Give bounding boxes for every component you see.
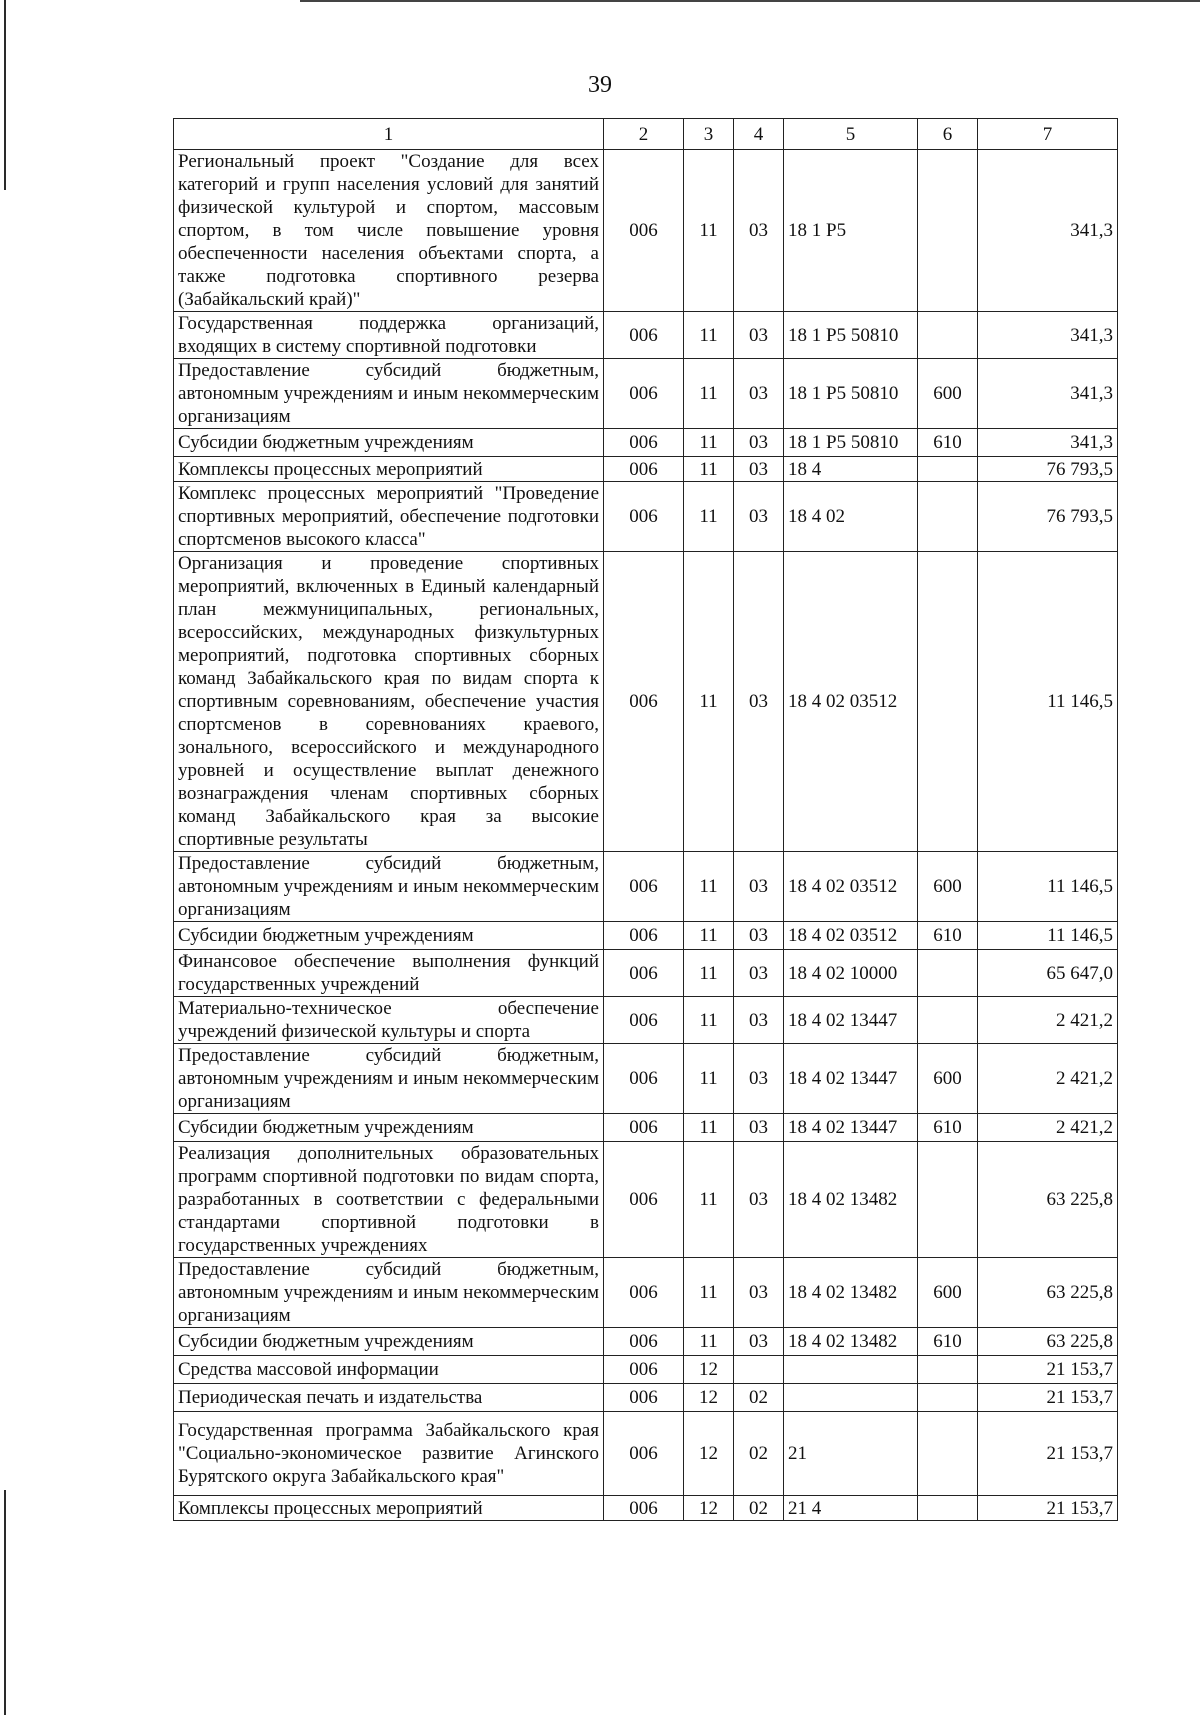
amount: 21 153,7 xyxy=(978,1496,1118,1521)
table-row xyxy=(174,1044,1118,1114)
amount: 341,3 xyxy=(978,359,1118,429)
amount: 2 421,2 xyxy=(978,997,1118,1044)
expense-type-code: 600 xyxy=(918,1258,978,1328)
row-name: Реализация дополнительных образовательных программ спортивной подготовки по видам спорта, разработанных в соответствии с федеральными стандартами спортивной подготовки в государственных учреждениях xyxy=(174,1142,604,1258)
target-article-code: 18 1 P5 50810 xyxy=(784,429,918,457)
table-row xyxy=(174,482,1118,552)
section-code: 12 xyxy=(684,1412,734,1496)
expense-type-code xyxy=(918,150,978,312)
target-article-code: 18 4 02 10000 xyxy=(784,950,918,997)
section-code: 11 xyxy=(684,997,734,1044)
table-row xyxy=(174,950,1118,997)
amount: 2 421,2 xyxy=(978,1114,1118,1142)
amount: 2 421,2 xyxy=(978,1044,1118,1114)
admin-code: 006 xyxy=(604,552,684,852)
target-article-code: 21 4 xyxy=(784,1496,918,1521)
page-number: 39 xyxy=(588,72,612,98)
column-header: 6 xyxy=(918,119,978,150)
target-article-code: 18 4 02 13447 xyxy=(784,997,918,1044)
amount: 76 793,5 xyxy=(978,482,1118,552)
admin-code: 006 xyxy=(604,1328,684,1356)
expense-type-code xyxy=(918,457,978,482)
subsection-code: 02 xyxy=(734,1496,784,1521)
expense-type-code xyxy=(918,312,978,359)
expense-type-code xyxy=(918,1412,978,1496)
budget-table xyxy=(173,118,1118,1521)
expense-type-code: 610 xyxy=(918,1328,978,1356)
target-article-code: 18 4 02 13482 xyxy=(784,1258,918,1328)
table-row xyxy=(174,1114,1118,1142)
table-row xyxy=(174,852,1118,922)
subsection-code: 03 xyxy=(734,950,784,997)
section-code: 11 xyxy=(684,1044,734,1114)
section-code: 11 xyxy=(684,950,734,997)
admin-code: 006 xyxy=(604,312,684,359)
column-header: 4 xyxy=(734,119,784,150)
section-code: 11 xyxy=(684,457,734,482)
subsection-code: 03 xyxy=(734,457,784,482)
table-row xyxy=(174,1328,1118,1356)
expense-type-code xyxy=(918,1384,978,1412)
table-body xyxy=(174,150,1118,1521)
row-name: Предоставление субсидий бюджетным, автономным учреждениям и иным некоммерческим организациям xyxy=(174,1044,604,1114)
subsection-code: 02 xyxy=(734,1412,784,1496)
subsection-code: 03 xyxy=(734,429,784,457)
target-article-code: 18 4 02 03512 xyxy=(784,922,918,950)
table-row xyxy=(174,1142,1118,1258)
table-row xyxy=(174,1496,1118,1521)
table-row xyxy=(174,1258,1118,1328)
section-code: 12 xyxy=(684,1384,734,1412)
column-header: 1 xyxy=(174,119,604,150)
subsection-code: 03 xyxy=(734,312,784,359)
table-row xyxy=(174,457,1118,482)
section-code: 11 xyxy=(684,1114,734,1142)
section-code: 11 xyxy=(684,1328,734,1356)
amount: 76 793,5 xyxy=(978,457,1118,482)
expense-type-code xyxy=(918,482,978,552)
expense-type-code: 600 xyxy=(918,1044,978,1114)
row-name: Субсидии бюджетным учреждениям xyxy=(174,922,604,950)
admin-code: 006 xyxy=(604,457,684,482)
target-article-code xyxy=(784,1384,918,1412)
expense-type-code xyxy=(918,552,978,852)
column-header: 3 xyxy=(684,119,734,150)
subsection-code: 03 xyxy=(734,1114,784,1142)
section-code: 11 xyxy=(684,1258,734,1328)
expense-type-code: 600 xyxy=(918,359,978,429)
expense-type-code xyxy=(918,1356,978,1384)
target-article-code: 18 4 02 13447 xyxy=(784,1114,918,1142)
amount: 341,3 xyxy=(978,429,1118,457)
section-code: 11 xyxy=(684,1142,734,1258)
target-article-code xyxy=(784,1356,918,1384)
scan-edge-left-bottom xyxy=(4,1490,6,1715)
section-code: 12 xyxy=(684,1496,734,1521)
amount: 63 225,8 xyxy=(978,1258,1118,1328)
subsection-code: 03 xyxy=(734,1328,784,1356)
subsection-code: 03 xyxy=(734,922,784,950)
section-code: 11 xyxy=(684,150,734,312)
admin-code: 006 xyxy=(604,1258,684,1328)
admin-code: 006 xyxy=(604,950,684,997)
amount: 11 146,5 xyxy=(978,552,1118,852)
row-name: Комплекс процессных мероприятий "Проведение спортивных мероприятий, обеспечение подготовки спортсменов высокого класса" xyxy=(174,482,604,552)
row-name: Финансовое обеспечение выполнения функций государственных учреждений xyxy=(174,950,604,997)
amount: 21 153,7 xyxy=(978,1384,1118,1412)
row-name: Предоставление субсидий бюджетным, автономным учреждениям и иным некоммерческим организациям xyxy=(174,852,604,922)
table-row xyxy=(174,150,1118,312)
table-row xyxy=(174,1384,1118,1412)
column-header: 2 xyxy=(604,119,684,150)
admin-code: 006 xyxy=(604,1496,684,1521)
amount: 63 225,8 xyxy=(978,1328,1118,1356)
target-article-code: 18 4 02 13447 xyxy=(784,1044,918,1114)
target-article-code: 18 4 02 13482 xyxy=(784,1328,918,1356)
row-name: Субсидии бюджетным учреждениям xyxy=(174,1328,604,1356)
column-header: 5 xyxy=(784,119,918,150)
subsection-code: 03 xyxy=(734,1044,784,1114)
table-row xyxy=(174,552,1118,852)
target-article-code: 18 4 xyxy=(784,457,918,482)
target-article-code: 18 4 02 03512 xyxy=(784,552,918,852)
target-article-code: 18 1 P5 xyxy=(784,150,918,312)
admin-code: 006 xyxy=(604,1044,684,1114)
row-name: Средства массовой информации xyxy=(174,1356,604,1384)
amount: 63 225,8 xyxy=(978,1142,1118,1258)
table-row xyxy=(174,312,1118,359)
admin-code: 006 xyxy=(604,852,684,922)
row-name: Субсидии бюджетным учреждениям xyxy=(174,1114,604,1142)
row-name: Региональный проект "Создание для всех категорий и групп населения условий для занятий физической культурой и спортом, массовым спортом, в том числе повышение уровня обеспеченности населения объектами спорта, а также подготовка спортивного резерва (Забайкальский край)" xyxy=(174,150,604,312)
target-article-code: 18 4 02 03512 xyxy=(784,852,918,922)
target-article-code: 18 1 P5 50810 xyxy=(784,312,918,359)
amount: 21 153,7 xyxy=(978,1356,1118,1384)
column-header: 7 xyxy=(978,119,1118,150)
subsection-code: 03 xyxy=(734,1142,784,1258)
section-code: 11 xyxy=(684,312,734,359)
section-code: 11 xyxy=(684,429,734,457)
amount: 21 153,7 xyxy=(978,1412,1118,1496)
table-row xyxy=(174,359,1118,429)
expense-type-code: 600 xyxy=(918,852,978,922)
amount: 341,3 xyxy=(978,150,1118,312)
subsection-code: 03 xyxy=(734,552,784,852)
admin-code: 006 xyxy=(604,922,684,950)
table-header-row xyxy=(174,119,1118,150)
section-code: 11 xyxy=(684,359,734,429)
expense-type-code xyxy=(918,1496,978,1521)
amount: 11 146,5 xyxy=(978,922,1118,950)
subsection-code: 03 xyxy=(734,482,784,552)
table-row xyxy=(174,997,1118,1044)
expense-type-code: 610 xyxy=(918,429,978,457)
subsection-code: 03 xyxy=(734,1258,784,1328)
target-article-code: 18 1 P5 50810 xyxy=(784,359,918,429)
admin-code: 006 xyxy=(604,1384,684,1412)
amount: 65 647,0 xyxy=(978,950,1118,997)
expense-type-code: 610 xyxy=(918,922,978,950)
subsection-code: 03 xyxy=(734,150,784,312)
amount: 11 146,5 xyxy=(978,852,1118,922)
admin-code: 006 xyxy=(604,150,684,312)
target-article-code: 21 xyxy=(784,1412,918,1496)
section-code: 11 xyxy=(684,922,734,950)
row-name: Предоставление субсидий бюджетным, автономным учреждениям и иным некоммерческим организациям xyxy=(174,1258,604,1328)
row-name: Материально-техническое обеспечение учреждений физической культуры и спорта xyxy=(174,997,604,1044)
admin-code: 006 xyxy=(604,1412,684,1496)
section-code: 11 xyxy=(684,552,734,852)
section-code: 12 xyxy=(684,1356,734,1384)
scan-edge-top xyxy=(300,0,1200,2)
expense-type-code: 610 xyxy=(918,1114,978,1142)
table-row xyxy=(174,1412,1118,1496)
admin-code: 006 xyxy=(604,1142,684,1258)
subsection-code: 03 xyxy=(734,359,784,429)
expense-type-code xyxy=(918,997,978,1044)
subsection-code xyxy=(734,1356,784,1384)
subsection-code: 03 xyxy=(734,997,784,1044)
admin-code: 006 xyxy=(604,1114,684,1142)
admin-code: 006 xyxy=(604,997,684,1044)
table-row xyxy=(174,1356,1118,1384)
row-name: Государственная поддержка организаций, входящих в систему спортивной подготовки xyxy=(174,312,604,359)
target-article-code: 18 4 02 xyxy=(784,482,918,552)
row-name: Организация и проведение спортивных мероприятий, включенных в Единый календарный план межмуниципальных, региональных, всероссийских, международных физкультурных мероприятий, подготовка спортивных сборных команд Забайкальского края по видам спорта к спортивным соревнованиям, обеспечение участия спортсменов в соревнованиях краевого, зонального, всероссийского и международного уровней и осуществление выплат денежного вознаграждения членам спортивных сборных команд Забайкальского края за высокие спортивные результаты xyxy=(174,552,604,852)
admin-code: 006 xyxy=(604,359,684,429)
admin-code: 006 xyxy=(604,482,684,552)
amount: 341,3 xyxy=(978,312,1118,359)
target-article-code: 18 4 02 13482 xyxy=(784,1142,918,1258)
table-row xyxy=(174,429,1118,457)
subsection-code: 03 xyxy=(734,852,784,922)
subsection-code: 02 xyxy=(734,1384,784,1412)
row-name: Комплексы процессных мероприятий xyxy=(174,1496,604,1521)
admin-code: 006 xyxy=(604,429,684,457)
table-row xyxy=(174,922,1118,950)
row-name: Комплексы процессных мероприятий xyxy=(174,457,604,482)
row-name: Государственная программа Забайкальского края "Социально-экономическое развитие Агинского Бурятского округа Забайкальского края" xyxy=(174,1412,604,1496)
row-name: Субсидии бюджетным учреждениям xyxy=(174,429,604,457)
section-code: 11 xyxy=(684,852,734,922)
admin-code: 006 xyxy=(604,1356,684,1384)
row-name: Предоставление субсидий бюджетным, автономным учреждениям и иным некоммерческим организациям xyxy=(174,359,604,429)
section-code: 11 xyxy=(684,482,734,552)
row-name: Периодическая печать и издательства xyxy=(174,1384,604,1412)
expense-type-code xyxy=(918,950,978,997)
expense-type-code xyxy=(918,1142,978,1258)
